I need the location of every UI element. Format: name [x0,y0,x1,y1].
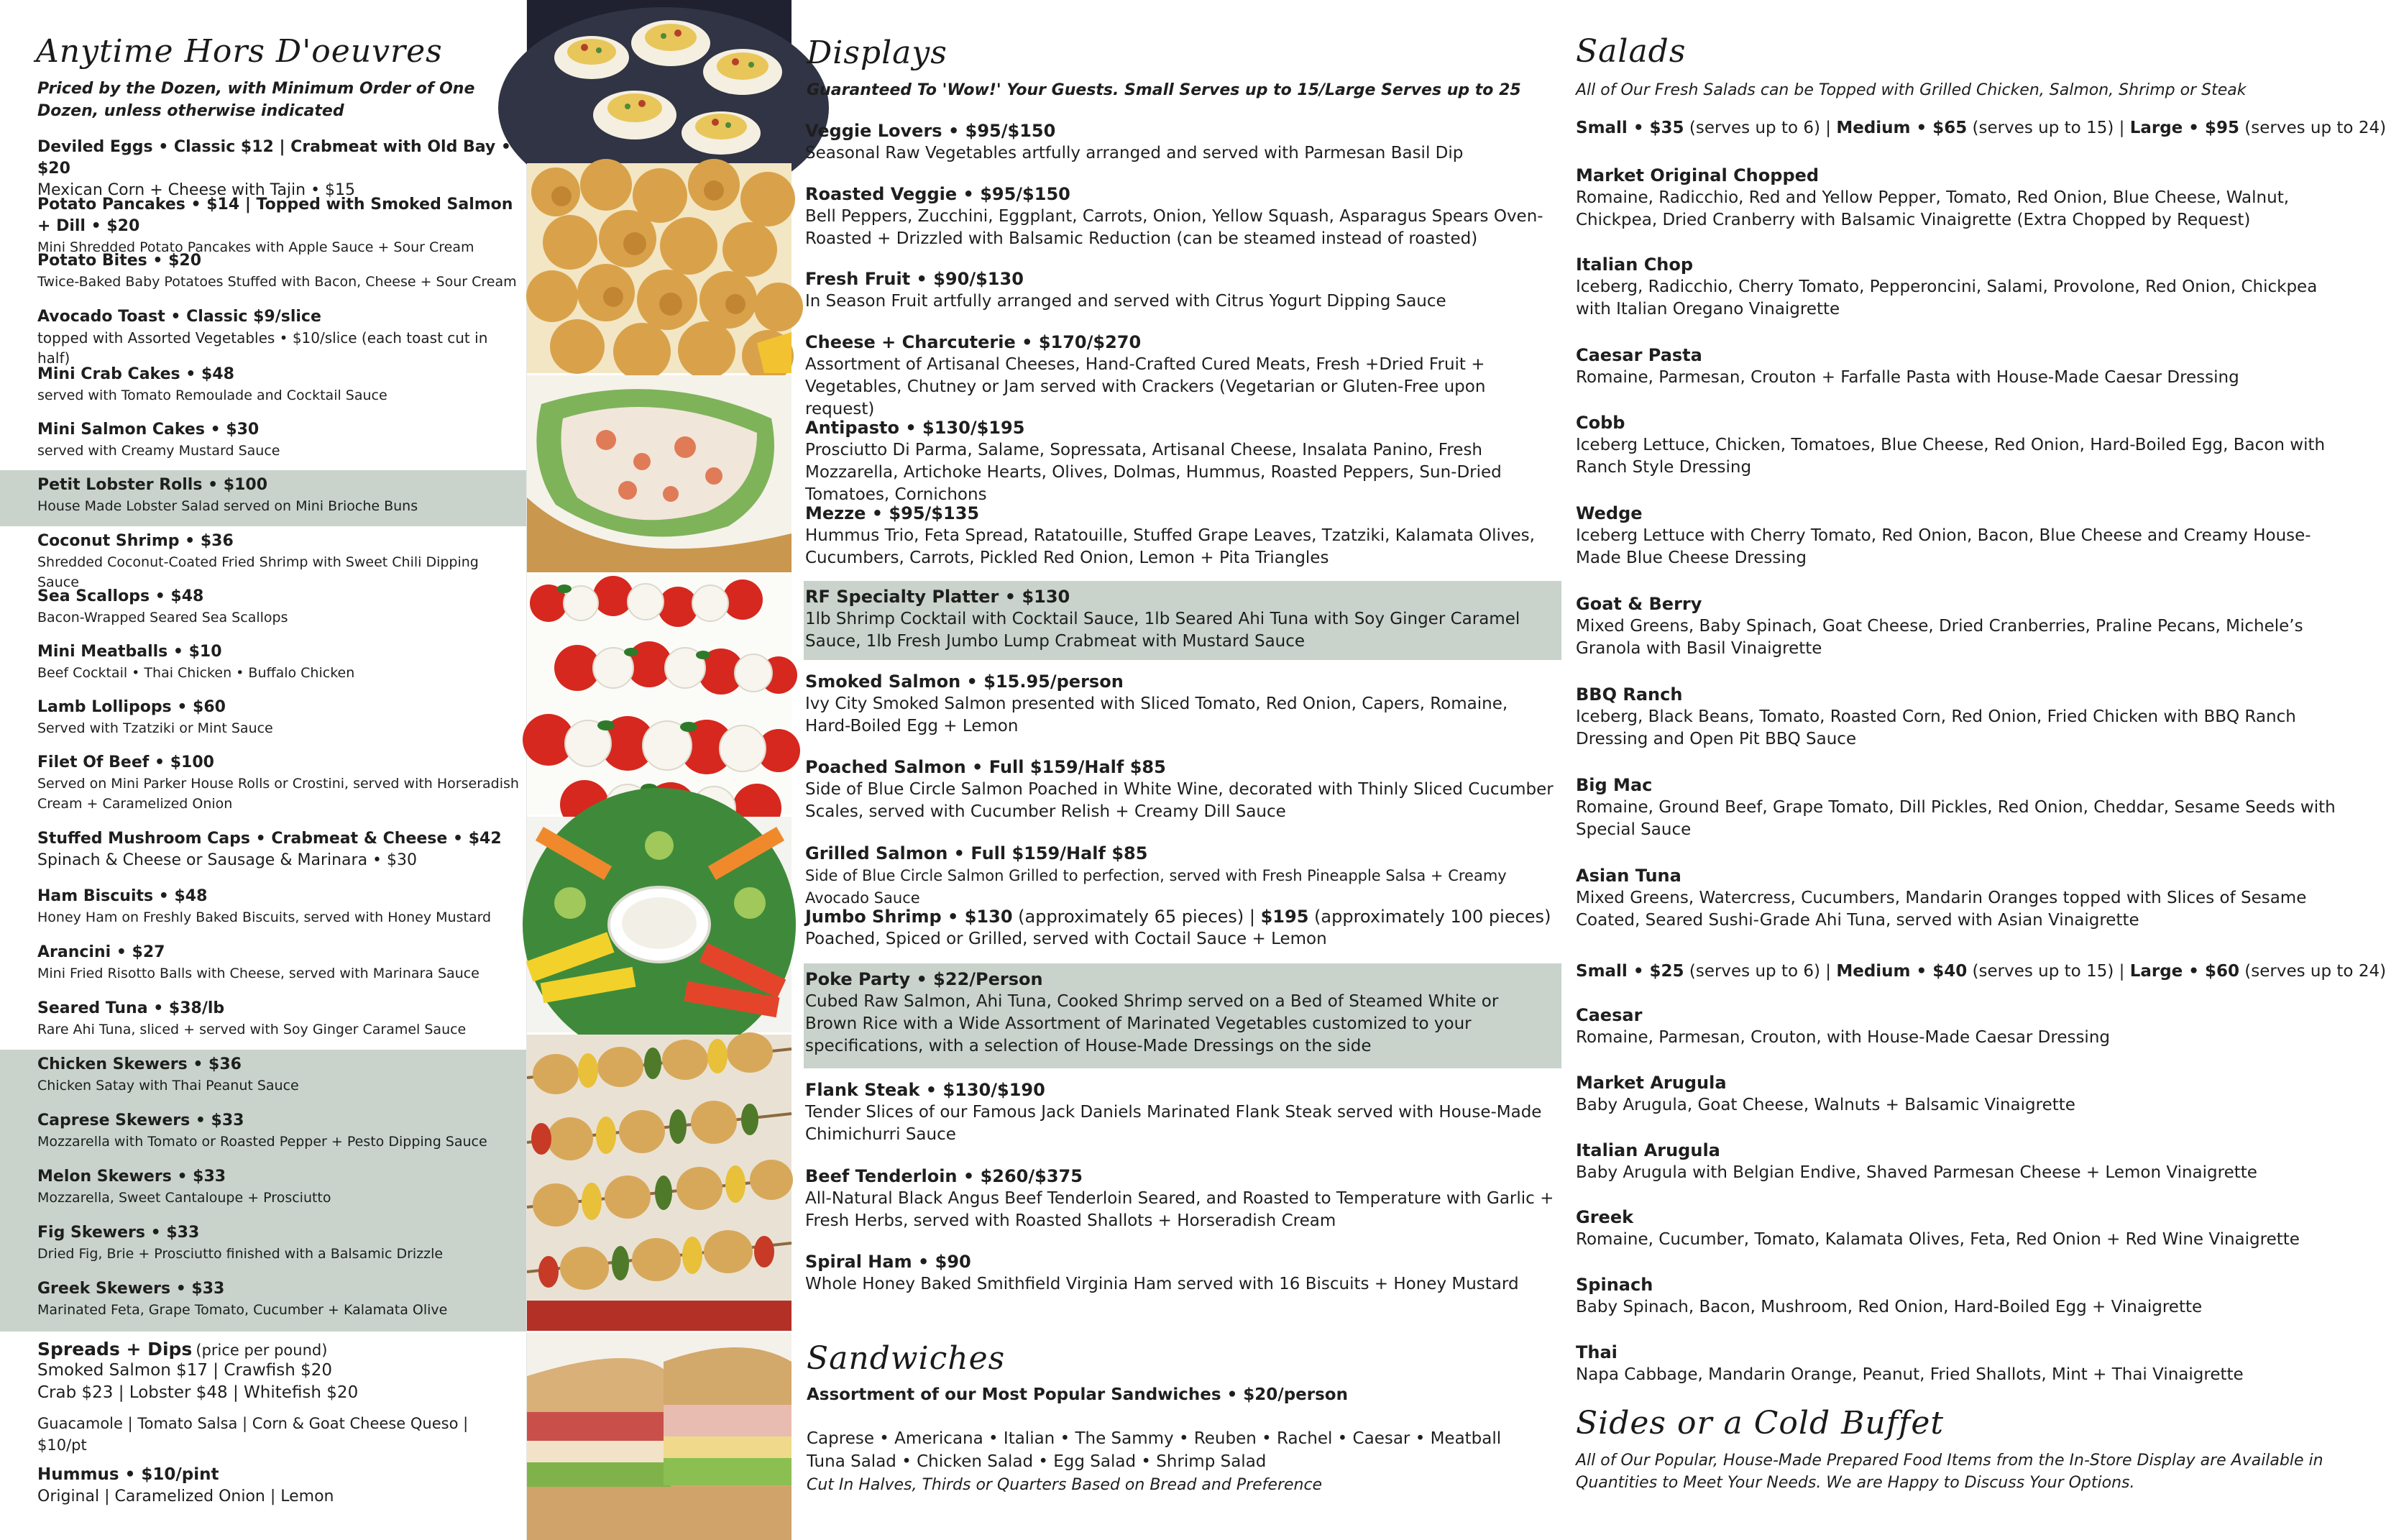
menu-item: Antipasto • $130/$195 Prosciutto Di Parma, Salame, Sopressata, Artisanal Cheese, Insalata Panino, Fresh Mozzarella, Artichoke Hearts, Olives, Dolmas, Hummus, Roasted Peppers, Sun-Dried Tomatoes, Cornichons [805,418,1502,504]
salad-item: Italian Arugula Baby Arugula with Belgian Endive, Shaved Parmesan Cheese + Lemon Vinaigrette [1576,1140,2257,1182]
menu-item: Greek Skewers • $33 Marinated Feta, Grape Tomato, Cucumber + Kalamata Olive [37,1280,448,1318]
spreads-line-2: Crab $23 | Lobster $48 | Whitefish $20 [37,1383,359,1402]
menu-item: Sea Scallops • $48 Bacon-Wrapped Seared Sea Scallops [37,587,288,625]
menu-item: Melon Skewers • $33 Mozzarella, Sweet Cantaloupe + Prosciutto [37,1168,331,1206]
menu-item-highlighted: Petit Lobster Rolls • $100 House Made Lobster Salad served on Mini Brioche Buns [0,470,526,526]
menu-item: Jumbo Shrimp • $130 (approximately 65 pieces) | $195 (approximately 100 pieces) Poached, Spiced or Grilled, served with Coctail Sauce + Lemon [805,907,1551,948]
spreads-title: Spreads + Dips [37,1339,193,1360]
displays-title: Displays [807,35,947,71]
sides-title: Sides or a Cold Buffet [1576,1405,1945,1442]
menu-item: Grilled Salmon • Full $159/Half $85 Side of Blue Circle Salmon Grilled to perfection, served with Fresh Pineapple Salsa + Creamy Avocado Sauce [805,843,1507,907]
hummus-desc: Original | Caramelized Onion | Lemon [37,1488,334,1505]
salads-price-tier-1: Small • $35 (serves up to 6) | Medium • $65 (serves up to 15) | Large • $95 (serves up to 24) [1576,119,2386,137]
salad-item: BBQ Ranch Iceberg, Black Beans, Tomato, Roasted Corn, Red Onion, Fried Chicken with BBQ Ranch Dressing and Open Pit BBQ Sauce [1576,684,2296,748]
chicken-skewers-photo [527,1035,791,1331]
menu-item: Potato Pancakes • $14 | Topped with Smoked Salmon + Dill • $20 Mini Shredded Potato Pancakes with Apple Sauce + Sour Cream [37,196,513,255]
menu-item: Filet Of Beef • $100 Served on Mini Parker House Rolls or Crostini, served with Horseradish Cream + Caramelized Onion [37,753,519,812]
hummus-title: Hummus • $10/pint [37,1465,219,1484]
sandwiches-list-1: Caprese • Americana • Italian • The Sammy • Reuben • Rachel • Caesar • Meatball [807,1429,1502,1448]
deviled-eggs-photo [527,0,791,161]
veggie-platter-photo [527,817,791,1032]
menu-item: Ham Biscuits • $48 Honey Ham on Freshly Baked Biscuits, served with Honey Mustard [37,887,492,925]
menu-item: Cheese + Charcuterie • $170/$270 Assortment of Artisanal Cheeses, Hand-Crafted Cured Meats, Fresh +Dried Fruit + Vegetables, Chutney or Jam served with Crackers (Vegetarian or Gluten-Free upon request) [805,332,1486,418]
menu-item: Mini Meatballs • $10 Beef Cocktail • Thai Chicken • Buffalo Chicken [37,643,355,681]
salad-item: Goat & Berry Mixed Greens, Baby Spinach, Goat Cheese, Dried Cranberries, Praline Pecans, Michele’s Granola with Basil Vinaigrette [1576,594,2303,658]
salad-item: Caesar Romaine, Parmesan, Crouton, with House-Made Caesar Dressing [1576,1005,2110,1047]
menu-item: Veggie Lovers • $95/$150 Seasonal Raw Vegetables artfully arranged and served with Parmesan Basil Dip [805,121,1464,162]
sandwiches-subtitle: Assortment of our Most Popular Sandwiches • $20/person [807,1385,1348,1404]
menu-item: Arancini • $27 Mini Fried Risotto Balls with Cheese, served with Marinara Sauce [37,943,480,981]
menu-item: Spiral Ham • $90 Whole Honey Baked Smithfield Virginia Ham served with 16 Biscuits + Honey Mustard [805,1252,1519,1293]
menu-item: Potato Bites • $20 Twice-Baked Baby Potatoes Stuffed with Bacon, Cheese + Sour Cream [37,252,517,290]
menu-item: Poached Salmon • Full $159/Half $85 Side of Blue Circle Salmon Poached in White Wine, decorated with Thinly Sliced Cucumber Scales, served with Cucumber Relish + Creamy Dill Sauce [805,757,1554,821]
lobster-roll-photo [527,375,791,572]
spreads-line-1: Smoked Salmon $17 | Crawfish $20 [37,1361,333,1380]
sandwiches-title: Sandwiches [807,1340,1006,1377]
menu-item: Smoked Salmon • $15.95/person Ivy City Smoked Salmon presented with Sliced Tomato, Red Onion, Capers, Romaine, Hard-Boiled Egg + Lemon [805,672,1508,735]
salad-item: Market Arugula Baby Arugula, Goat Cheese, Walnuts + Balsamic Vinaigrette [1576,1073,2075,1114]
menu-item: Flank Steak • $130/$190 Tender Slices of our Famous Jack Daniels Marinated Flank Steak served with House-Made Chimichurri Sauce [805,1080,1542,1144]
menu-item: Caprese Skewers • $33 Mozzarella with Tomato or Roasted Pepper + Pesto Dipping Sauce [37,1112,487,1150]
menu-item: Chicken Skewers • $36 Chicken Satay with Thai Peanut Sauce [37,1055,299,1094]
menu-item-highlighted: Poke Party • $22/Person Cubed Raw Salmon, Ahi Tuna, Cooked Shrimp served on a Bed of Steamed White or Brown Rice with a Wide Assortment of Marinated Vegetables customized to your specifications, with a selection of House-Made Dressings on the side [804,963,1561,1068]
spreads-note: (price per pound) [196,1342,328,1359]
skewers-highlight-block [0,1050,526,1332]
salad-item: Asian Tuna Mixed Greens, Watercress, Cucumbers, Mandarin Oranges topped with Slices of Sesame Coated, Seared Sushi-Grade Ahi Tuna, served with Asian Vinaigrette [1576,866,2307,930]
salad-item: Big Mac Romaine, Ground Beef, Grape Tomato, Dill Pickles, Red Onion, Cheddar, Sesame Seeds with Special Sauce [1576,775,2336,839]
menu-item: Deviled Eggs • Classic $12 | Crabmeat with Old Bay • $20 Mexican Corn + Cheese with Tajin • $15 [37,138,511,199]
spreads-dips [0,1339,526,1508]
salad-item: Greek Romaine, Cucumber, Tomato, Kalamata Olives, Feta, Red Onion + Red Wine Vinaigrette [1576,1207,2300,1249]
salads-subtitle: All of Our Fresh Salads can be Topped with Grilled Chicken, Salmon, Shrimp or Steak [1576,81,2247,99]
menu-item: Fresh Fruit • $90/$130 In Season Fruit artfully arranged and served with Citrus Yogurt Dipping Sauce [805,269,1446,311]
salad-item: Italian Chop Iceberg, Radicchio, Cherry Tomato, Pepperoncini, Salami, Provolone, Red Onion, Chickpea with Italian Oregano Vinaigrette [1576,255,2318,318]
menu-item: Mezze • $95/$135 Hummus Trio, Feta Spread, Ratatouille, Stuffed Grape Leaves, Tzatziki, Kalamata Olives, Cucumbers, Carrots, Pickled Red Onion, Lemon + Pita Triangles [805,503,1535,567]
menu-item: Seared Tuna • $38/lb Rare Ahi Tuna, sliced + served with Soy Ginger Caramel Sauce [37,999,467,1037]
menu-item: Beef Tenderloin • $260/$375 All-Natural Black Angus Beef Tenderloin Seared, and Roasted to Temperature with Garlic + Fresh Herbs, served with Roasted Shallots + Horseradish Cream [805,1166,1554,1230]
sandwiches-note: Cut In Halves, Thirds or Quarters Based on Bread and Preference [807,1476,1323,1494]
coconut-shrimp-photo [527,163,791,373]
salad-item: Spinach Baby Spinach, Bacon, Mushroom, Red Onion, Hard-Boiled Egg + Vinaigrette [1576,1275,2203,1316]
sandwiches-list-2: Tuna Salad • Chicken Salad • Egg Salad • Shrimp Salad [807,1452,1267,1471]
menu-item: Lamb Lollipops • $60 Served with Tzatziki or Mint Sauce [37,698,273,736]
displays-subtitle: Guaranteed To 'Wow!' Your Guests. Small Serves up to 15/Large Serves up to 25 [807,81,1521,99]
menu-item: Fig Skewers • $33 Dried Fig, Brie + Prosciutto finished with a Balsamic Drizzle [37,1224,444,1262]
menu-item: Mini Salmon Cakes • $30 served with Creamy Mustard Sauce [37,421,280,459]
sandwich-photo [527,1333,791,1540]
salad-item: Wedge Iceberg Lettuce with Cherry Tomato, Red Onion, Bacon, Blue Cheese and Creamy House-Made Blue Cheese Dressing [1576,503,2311,567]
menu-item: Coconut Shrimp • $36 Shredded Coconut-Coated Fried Shrimp with Sweet Chili Dipping Sauce [37,532,479,590]
caprese-skewers-photo [527,574,791,815]
salad-item: Market Original Chopped Romaine, Radicchio, Red and Yellow Pepper, Tomato, Red Onion, Blue Cheese, Walnut, Chickpea, Dried Cranberry with Balsamic Vinaigrette (Extra Chopped by Request) [1576,165,2290,229]
menu-item: Mini Crab Cakes • $48 served with Tomato Remoulade and Cocktail Sauce [37,365,387,403]
salad-item: Cobb Iceberg Lettuce, Chicken, Tomatoes, Blue Cheese, Red Onion, Hard-Boiled Egg, Bacon with Ranch Style Dressing [1576,413,2326,477]
hors-doeuvres-title: Anytime Hors D'oeuvres [36,33,443,70]
menu-item-highlighted: RF Specialty Platter • $130 1lb Shrimp Cocktail with Cocktail Sauce, 1lb Seared Ahi Tuna with Soy Ginger Caramel Sauce, 1lb Fresh Jumbo Lump Crabmeat with Mustard Sauce [804,581,1561,660]
salads-price-tier-2: Small • $25 (serves up to 6) | Medium • $40 (serves up to 15) | Large • $60 (serves up to 24) [1576,962,2386,981]
hors-doeuvres-subtitle: Priced by the Dozen, with Minimum Order of One Dozen, unless otherwise indicated [37,80,475,120]
menu-item: Roasted Veggie • $95/$150 Bell Peppers, Zucchini, Eggplant, Carrots, Onion, Yellow Squash, Asparagus Spears Oven-Roasted + Drizzled with Balsamic Reduction (can be steamed instead of roasted) [805,184,1543,248]
salad-item: Thai Napa Cabbage, Mandarin Orange, Peanut, Fried Shallots, Mint + Thai Vinaigrette [1576,1342,2244,1384]
menu-item: Stuffed Mushroom Caps • Crabmeat & Cheese • $42 Spinach & Cheese or Sausage & Marinara • $30 [37,830,502,869]
spreads-line-3: Guacamole | Tomato Salsa | Corn & Goat Cheese Queso | $10/pt [37,1415,469,1454]
menu-item: Avocado Toast • Classic $9/slice topped with Assorted Vegetables • $10/slice (each toast cut in half) [37,308,488,367]
salad-item: Caesar Pasta Romaine, Parmesan, Crouton + Farfalle Pasta with House-Made Caesar Dressing [1576,345,2239,387]
salads-title: Salads [1576,33,1687,70]
sides-description: All of Our Popular, House-Made Prepared Food Items from the In-Store Display are Available in Quantities to Meet Your Needs. We are Happy to Discuss Your Options. [1576,1452,2323,1492]
